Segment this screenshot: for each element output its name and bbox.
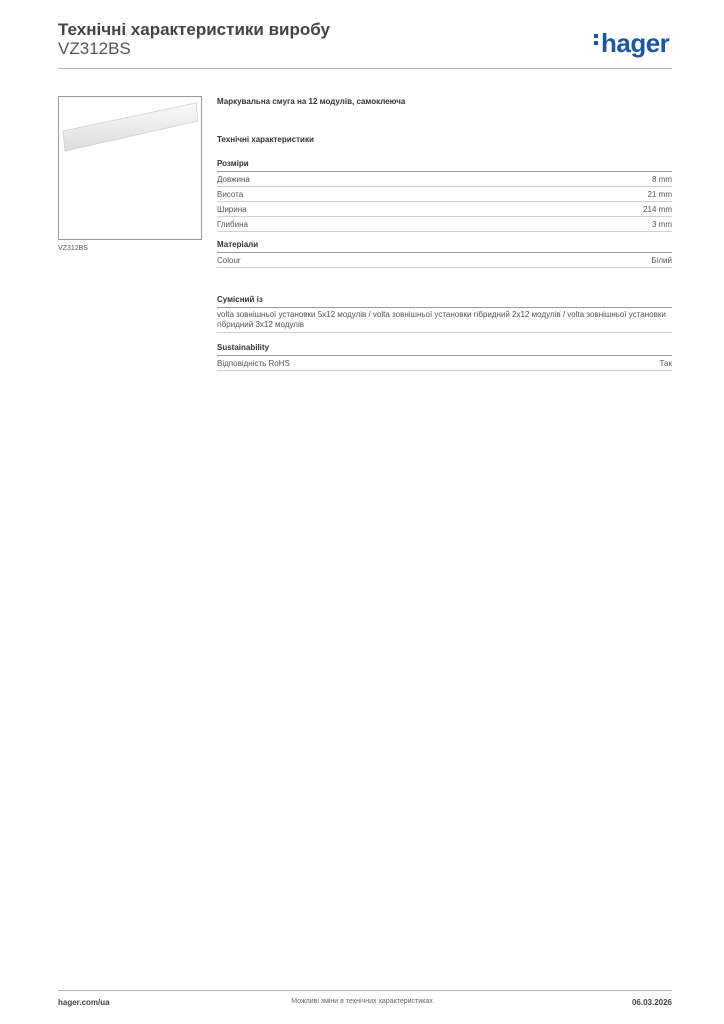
image-caption: VZ312BS: [58, 245, 88, 252]
spec-row: [217, 356, 672, 371]
product-code: VZ312BS: [58, 39, 131, 58]
page-title: Технічні характеристики виробу: [58, 20, 330, 39]
logo-text: hager: [601, 28, 670, 58]
materials-section: [217, 239, 672, 268]
spec-row: [217, 187, 672, 202]
tech-spec-heading: Технічні характеристики: [217, 135, 314, 144]
spec-label: Висота: [217, 190, 244, 199]
spec-content: [217, 96, 672, 378]
spec-label: Ширина: [217, 205, 247, 214]
spec-label: Colour: [217, 256, 241, 265]
spec-row: [217, 202, 672, 217]
spec-row: [217, 253, 672, 268]
compatible-section: [217, 294, 672, 333]
spec-value: 21 mm: [647, 190, 672, 199]
spec-value: 214 mm: [643, 205, 672, 214]
spec-row: [217, 172, 672, 187]
footer-notice: Можливі зміни в технічних характеристиках: [291, 998, 433, 1005]
spec-label: Довжина: [217, 175, 250, 184]
materials-title: Матеріали: [217, 239, 672, 253]
sustainability-title: Sustainability: [217, 342, 672, 356]
marking-strip-illustration: [59, 97, 201, 239]
sizes-section: [217, 158, 672, 232]
compatible-title: Сумісний із: [217, 294, 672, 308]
header-divider: [58, 68, 672, 69]
hager-logo: [594, 28, 669, 59]
sizes-title: Розміри: [217, 158, 672, 172]
footer-divider: [58, 990, 672, 991]
spec-value: 3 mm: [652, 220, 672, 229]
compatible-text: volta зовнішньої установки 5x12 модулів / volta зовнішньої установки гібридний 2x12 модулів / volta зовнішньої установки гібридний 3x12 модулів: [217, 308, 672, 333]
spec-value: Так: [659, 359, 672, 368]
spec-label: Глибина: [217, 220, 248, 229]
product-image: [58, 96, 202, 240]
sustainability-section: [217, 342, 672, 371]
product-description: Маркувальна смуга на 12 модулів, самоклеюча: [217, 97, 406, 106]
logo-colon-icon: [594, 31, 598, 48]
footer-date: 06.03.2026: [631, 998, 672, 1007]
footer-website-link[interactable]: hager.com/ua: [58, 998, 110, 1007]
spec-value: 8 mm: [652, 175, 672, 184]
spec-value: Білий: [651, 256, 672, 265]
spec-row: [217, 217, 672, 232]
spec-label: Відповідність RoHS: [217, 359, 290, 368]
